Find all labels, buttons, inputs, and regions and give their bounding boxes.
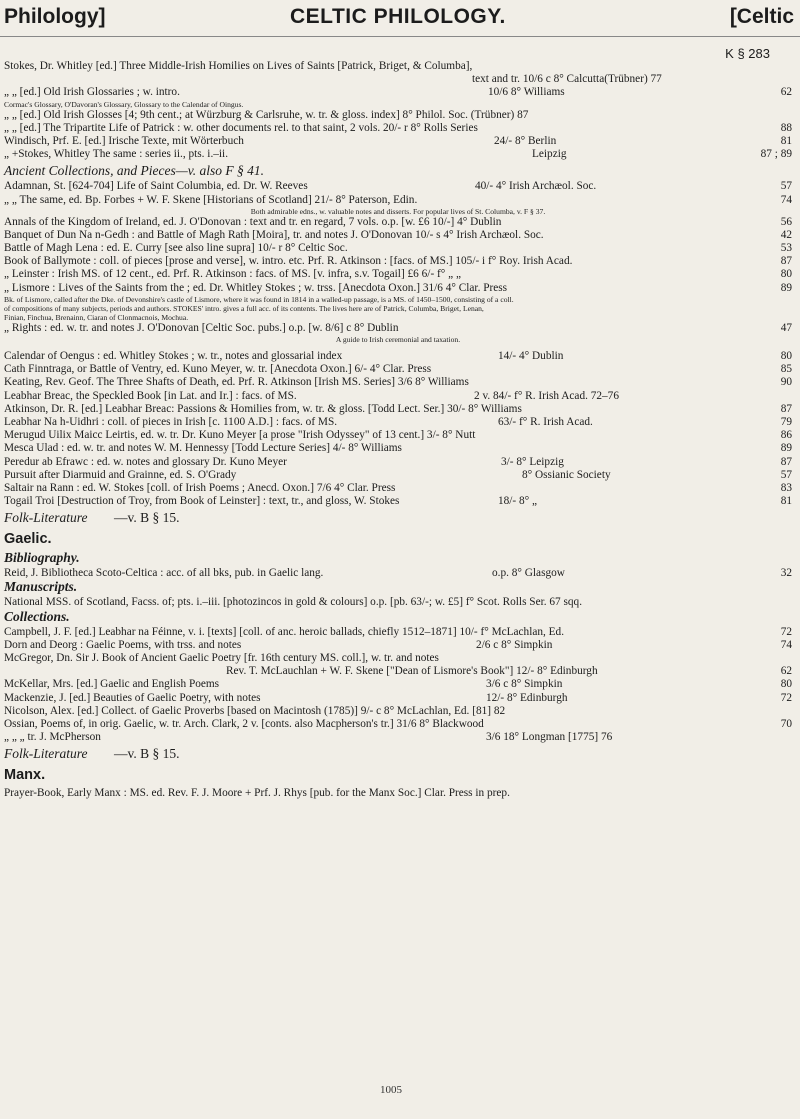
entry-row xyxy=(4,731,792,744)
entry-pub: 63/- f° R. Irish Acad. xyxy=(498,415,593,428)
content xyxy=(4,60,792,801)
entry-row xyxy=(4,626,792,639)
entry-pub: 10/6 8° Williams xyxy=(488,86,565,99)
entry-text: Leabhar Breac, the Speckled Book [in Lat. and Ir.] : facs. of MS. xyxy=(4,389,297,402)
entry-text: Peredur ab Efrawc : ed. w. notes and glossary Dr. Kuno Meyer xyxy=(4,455,287,468)
entry-text: Prayer-Book, Early Manx : MS. ed. Rev. F. J. Moore + Prf. J. Rhys [pub. for the Manx Soc.] Clar. Press in prep. xyxy=(4,787,510,800)
folk-title-2: Folk-Literature xyxy=(4,746,88,762)
entry-year: 81 xyxy=(780,134,792,147)
entry-row xyxy=(4,73,792,86)
entry-pub: 2 v. 84/- f° R. Irish Acad. 72–76 xyxy=(474,389,619,402)
entry-pub: o.p. 8° Glasgow xyxy=(492,567,565,580)
entry-pub: 8° Ossianic Society xyxy=(522,468,611,481)
entry-text: Leabhar Na h-Uidhri : coll. of pieces in Irish [c. 1100 A.D.] : facs. of MS. xyxy=(4,415,338,428)
entry-note: Finian, Finchua, Brenainn, Ciaran of Clonmacnois, Mochua. xyxy=(4,312,189,322)
entry-year: 87 xyxy=(780,255,792,268)
ancient-entries xyxy=(4,180,792,344)
entry-text: „ +Stokes, Whitley The same : series ii., pts. i.–ii. xyxy=(4,148,229,161)
entry-pub: 3/- 8° Leipzig xyxy=(501,455,564,468)
gaelic-heading: Gaelic. xyxy=(4,531,52,548)
entry-year: 32 xyxy=(780,567,792,580)
entry-row xyxy=(4,86,792,99)
entry-year: 62 xyxy=(780,86,792,99)
folk-literature-1 xyxy=(4,511,792,527)
entry-row xyxy=(4,442,792,455)
entry-text: McGregor, Dn. Sir J. Book of Ancient Gaelic Poetry [fr. 16th century MS. coll.], w. tr. and notes xyxy=(4,652,439,664)
entry-text: National MSS. of Scotland, Facss. of; pts. i.–iii. [photozincos in gold & colours] o.p. [pb. 63/-; w. £5] f° Scot. Rolls Ser. 67 sqq. xyxy=(4,596,583,609)
entry-text: Book of Ballymote : coll. of pieces [prose and verse], w. intro. etc. Prf. R. Atkinson : [facs. of MS.] 105/- i f° Roy. Irish Acad. xyxy=(4,255,573,268)
entry-row xyxy=(4,180,792,193)
entry-year: 80 xyxy=(780,350,792,362)
entry-row xyxy=(4,416,792,429)
entry-pub: 24/- 8° Berlin xyxy=(494,134,557,147)
entry-text: Adamnan, St. [624-704] Life of Saint Columbia, ed. Dr. W. Reeves xyxy=(4,180,308,193)
entry-year: 83 xyxy=(780,481,792,494)
entry-row xyxy=(4,718,792,731)
entry-row xyxy=(4,268,792,281)
collections-entries xyxy=(4,626,792,745)
entry-text: „ „ „ tr. J. McPherson xyxy=(4,731,101,744)
bibliography-title: Bibliography. xyxy=(4,550,80,566)
entry-year: 87 ; 89 xyxy=(760,148,792,161)
entry-text: „ Lismore : Lives of the Saints from the ; ed. Dr. Whitley Stokes ; w. trss. [Anecdota Oxon.] 31/6 4° Clar. Press xyxy=(4,281,508,294)
entry-year: 57 xyxy=(780,468,792,481)
entry-text: „ „ [ed.] The Tripartite Life of Patrick : w. other documents rel. to that saint, 2 vols. 20/- r 8° Rolls Series xyxy=(4,121,478,134)
entry-row xyxy=(4,429,792,442)
entry-year: 86 xyxy=(780,429,792,442)
entry-text: Calendar of Oengus : ed. Whitley Stokes ; w. tr., notes and glossarial index xyxy=(4,350,343,362)
entry-text: Stokes, Dr. Whitley [ed.] Three Middle-Irish Homilies on Lives of Saints [Patrick, Briget, & Columba], xyxy=(4,60,473,72)
folk-title: Folk-Literature xyxy=(4,510,88,526)
entry-year: 88 xyxy=(780,121,792,134)
entry-text: Keating, Rev. Geof. The Three Shafts of Death, ed. Prf. R. Atkinson [Irish MS. Series] 3/6 8° Williams xyxy=(4,376,469,389)
entry-year: 72 xyxy=(780,625,792,638)
entry-text: Windisch, Prf. E. [ed.] Irische Texte, mit Wörterbuch xyxy=(4,134,244,147)
entry-row xyxy=(4,194,792,207)
entry-text: „ Leinster : Irish MS. of 12 cent., ed. Prf. R. Atkinson : facs. of MS. [v. infra, s.v. Togail] £6 6/- f° „ „ xyxy=(4,268,461,281)
page-number: 1005 xyxy=(380,1084,402,1096)
entry-row xyxy=(4,692,792,705)
entry-pub: text and tr. 10/6 c 8° Calcutta(Trübner) 77 xyxy=(472,73,662,86)
section-ref: K § 283 xyxy=(725,46,770,61)
entry-row xyxy=(4,495,792,508)
entry-text: Annals of the Kingdom of Ireland, ed. J. O'Donovan : text and tr. en regard, 7 vols. o.p. [w. £6 10/-] 4° Dublin xyxy=(4,215,502,228)
entry-pub: 2/6 c 8° Simpkin xyxy=(476,638,553,651)
entry-row xyxy=(4,322,792,335)
entry-pub: Leipzig xyxy=(532,148,567,161)
entry-text: Togail Troi [Destruction of Troy, from Book of Leinster] : text, tr., and gloss, W. Stokes xyxy=(4,495,400,508)
header-right: [Celtic xyxy=(729,5,794,28)
entry-year: 87 xyxy=(780,455,792,468)
entry-year: 80 xyxy=(780,678,792,691)
folk-ref-2: —v. B § 15. xyxy=(114,746,180,762)
entry-pub: 3/6 c 8° Simpkin xyxy=(486,678,563,691)
entry-row xyxy=(4,567,792,580)
stokes-entries xyxy=(4,60,792,161)
entry-text: Pursuit after Diarmuid and Grainne, ed. S. O'Grady xyxy=(4,468,237,481)
entry-year: 87 xyxy=(780,402,792,415)
entry-pub: 18/- 8° „ xyxy=(498,495,538,508)
entry-row xyxy=(4,109,792,122)
entry-text: Mackenzie, J. [ed.] Beauties of Gaelic Poetry, with notes xyxy=(4,691,261,704)
entry-pub: 14/- 4° Dublin xyxy=(498,350,564,362)
entry-year: 79 xyxy=(780,415,792,428)
entry-text: Atkinson, Dr. R. [ed.] Leabhar Breac: Passions & Homilies from, w. tr. & gloss. [Todd Lect. Ser.] 30/- 8° Williams xyxy=(4,402,522,415)
entry-row xyxy=(4,665,792,678)
ancient-collections-title: Ancient Collections, and Pieces—v. also F § 41. xyxy=(4,163,264,179)
entry-year: 72 xyxy=(780,691,792,704)
entry-text: Banquet of Dun Na n-Gedh : and Battle of Magh Rath [Moira], tr. and notes J. O'Donovan 10/- s 4° Irish Archæol. Soc. xyxy=(4,228,544,241)
entry-text: „ „ [ed.] Old Irish Glossaries ; w. intro. xyxy=(4,86,180,99)
entry-year: 70 xyxy=(780,717,792,730)
entry-year: 81 xyxy=(780,495,792,508)
entry-text: Nicolson, Alex. [ed.] Collect. of Gaelic Proverbs [based on Macintosh (1785)] 9/- c 8° McLachlan, Ed. [81] 82 xyxy=(4,704,506,717)
header-left: Philology] xyxy=(4,5,106,28)
entry-text: Cath Finntraga, or Battle of Ventry, ed. Kuno Meyer, w. tr. [Anecdota Oxon.] 6/- 4° Clar. Press xyxy=(4,363,432,376)
entry-row xyxy=(4,148,792,161)
entry-note: of compositions of many subjects, periods and authors. STOKES' intro. gives a full acc. of its contents. The lives here are of Patrick, Columba, Briget, Lenan, xyxy=(4,303,484,313)
entry-row xyxy=(4,282,792,295)
entry-year: 56 xyxy=(780,215,792,228)
entry-note: A guide to Irish ceremonial and taxation. xyxy=(335,335,461,344)
entry-year: 74 xyxy=(780,638,792,651)
entry-year: 62 xyxy=(780,665,792,678)
manx-heading: Manx. xyxy=(4,767,46,784)
entry-row xyxy=(4,255,792,268)
entry-text: Dorn and Deorg : Gaelic Poems, with trss. and notes xyxy=(4,638,242,651)
header-center: CELTIC PHILOLOGY. xyxy=(290,5,506,28)
entry-text: Saltair na Rann : ed. W. Stokes [coll. of Irish Poems ; Anecd. Oxon.] 7/6 4° Clar. Press xyxy=(4,481,396,494)
entry-pub: 12/- 8° Edinburgh xyxy=(486,691,568,704)
folk-literature-2 xyxy=(4,747,792,763)
entry-note: Both admirable edns., w. valuable notes and disserts. For popular lives of St. Columba, v. F § 37. xyxy=(250,206,546,216)
entry-row xyxy=(4,135,792,148)
entry-row xyxy=(4,242,792,255)
entry-text: „ „ [ed.] Old Irish Glosses [4; 9th cent.; at Würzburg & Carlsruhe, w. tr. & gloss. index] 8° Philol. Soc. (Trübner) 87 xyxy=(4,108,529,121)
entry-text: Battle of Magh Lena : ed. E. Curry [see also line supra] 10/- r 8° Celtic Soc. xyxy=(4,242,348,255)
entry-year: 85 xyxy=(780,363,792,376)
entry-row xyxy=(4,363,792,376)
entry-year: 90 xyxy=(780,376,792,389)
entry-year: 47 xyxy=(780,321,792,334)
entry-year: 57 xyxy=(780,180,792,193)
entry-text: Merugud Uilix Maicc Leirtis, ed. w. tr. Dr. Kuno Meyer [a prose "Irish Odyssey" of 13 cent.] 3/- 8° Nutt xyxy=(4,429,476,442)
entry-row xyxy=(4,652,792,665)
entry-text: Ossian, Poems of, in orig. Gaelic, w. tr. Arch. Clark, 2 v. [conts. also Macpherson's tr.] 31/6 8° Blackwood xyxy=(4,717,484,730)
entry-note: Cormac's Glossary, O'Davoran's Glossary, Glossary to the Calendar of Oingus. xyxy=(4,99,244,109)
folk-ref: —v. B § 15. xyxy=(114,510,180,526)
entry-row xyxy=(4,705,792,718)
entry-text: „ „ The same, ed. Bp. Forbes + W. F. Skene [Historians of Scotland] 21/- 8° Paterson, Edin. xyxy=(4,193,418,206)
entry-pub: 3/6 18° Longman [1775] 76 xyxy=(486,731,613,744)
entry-text: „ Rights : ed. w. tr. and notes J. O'Donovan [Celtic Soc. pubs.] o.p. [w. 8/6] c 8° Dublin xyxy=(4,321,399,334)
entry-row xyxy=(4,456,792,469)
entry-row xyxy=(4,596,792,609)
entry-row xyxy=(4,390,792,403)
entry-text: McKellar, Mrs. [ed.] Gaelic and English Poems xyxy=(4,678,220,691)
entry-row xyxy=(4,376,792,389)
entry-text: Reid, J. Bibliotheca Scoto-Celtica : acc. of all bks, pub. in Gaelic lang. xyxy=(4,567,324,580)
entry-year: 89 xyxy=(780,281,792,294)
entry-row xyxy=(4,482,792,495)
bibliography-entry xyxy=(4,567,792,580)
entry-row xyxy=(4,229,792,242)
entry-pub: 40/- 4° Irish Archæol. Soc. xyxy=(475,180,597,193)
misc-entries xyxy=(4,350,792,508)
entry-text: Mesca Ulad : ed. w. tr. and notes W. M. Hennessy [Todd Lecture Series] 4/- 8° Williams xyxy=(4,442,402,455)
manuscripts-entry xyxy=(4,596,792,609)
entry-year: 53 xyxy=(780,242,792,255)
entry-row xyxy=(4,787,792,800)
collections-title: Collections. xyxy=(4,608,70,624)
entry-year: 74 xyxy=(780,193,792,206)
entry-note: Bk. of Lismore, called after the Dke. of Devonshire's castle of Lismore, where it was found in 1814 in a walled-up passage, is a MS. of 1450–1500, consisting of a coll. xyxy=(4,294,514,304)
entry-year: 80 xyxy=(780,268,792,281)
entry-row xyxy=(4,350,792,363)
entry-row xyxy=(4,469,792,482)
header-rule xyxy=(0,36,800,37)
entry-row xyxy=(4,403,792,416)
entry-row xyxy=(4,122,792,135)
entry-row xyxy=(4,60,792,73)
entry-year: 42 xyxy=(780,228,792,241)
entry-year: 89 xyxy=(780,442,792,455)
manx-entry xyxy=(4,787,792,800)
entry-row xyxy=(4,216,792,229)
entry-pub: Rev. T. McLauchlan + W. F. Skene ["Dean of Lismore's Book"] 12/- 8° Edinburgh xyxy=(226,665,598,678)
entry-row xyxy=(4,678,792,691)
manuscripts-title: Manuscripts. xyxy=(4,579,78,595)
entry-text: Campbell, J. F. [ed.] Leabhar na Féinne, v. i. [texts] [coll. of anc. heroic ballads, chiefly 1512–1871] 10/- f° McLachlan, Ed. xyxy=(4,625,565,638)
entry-row xyxy=(4,639,792,652)
